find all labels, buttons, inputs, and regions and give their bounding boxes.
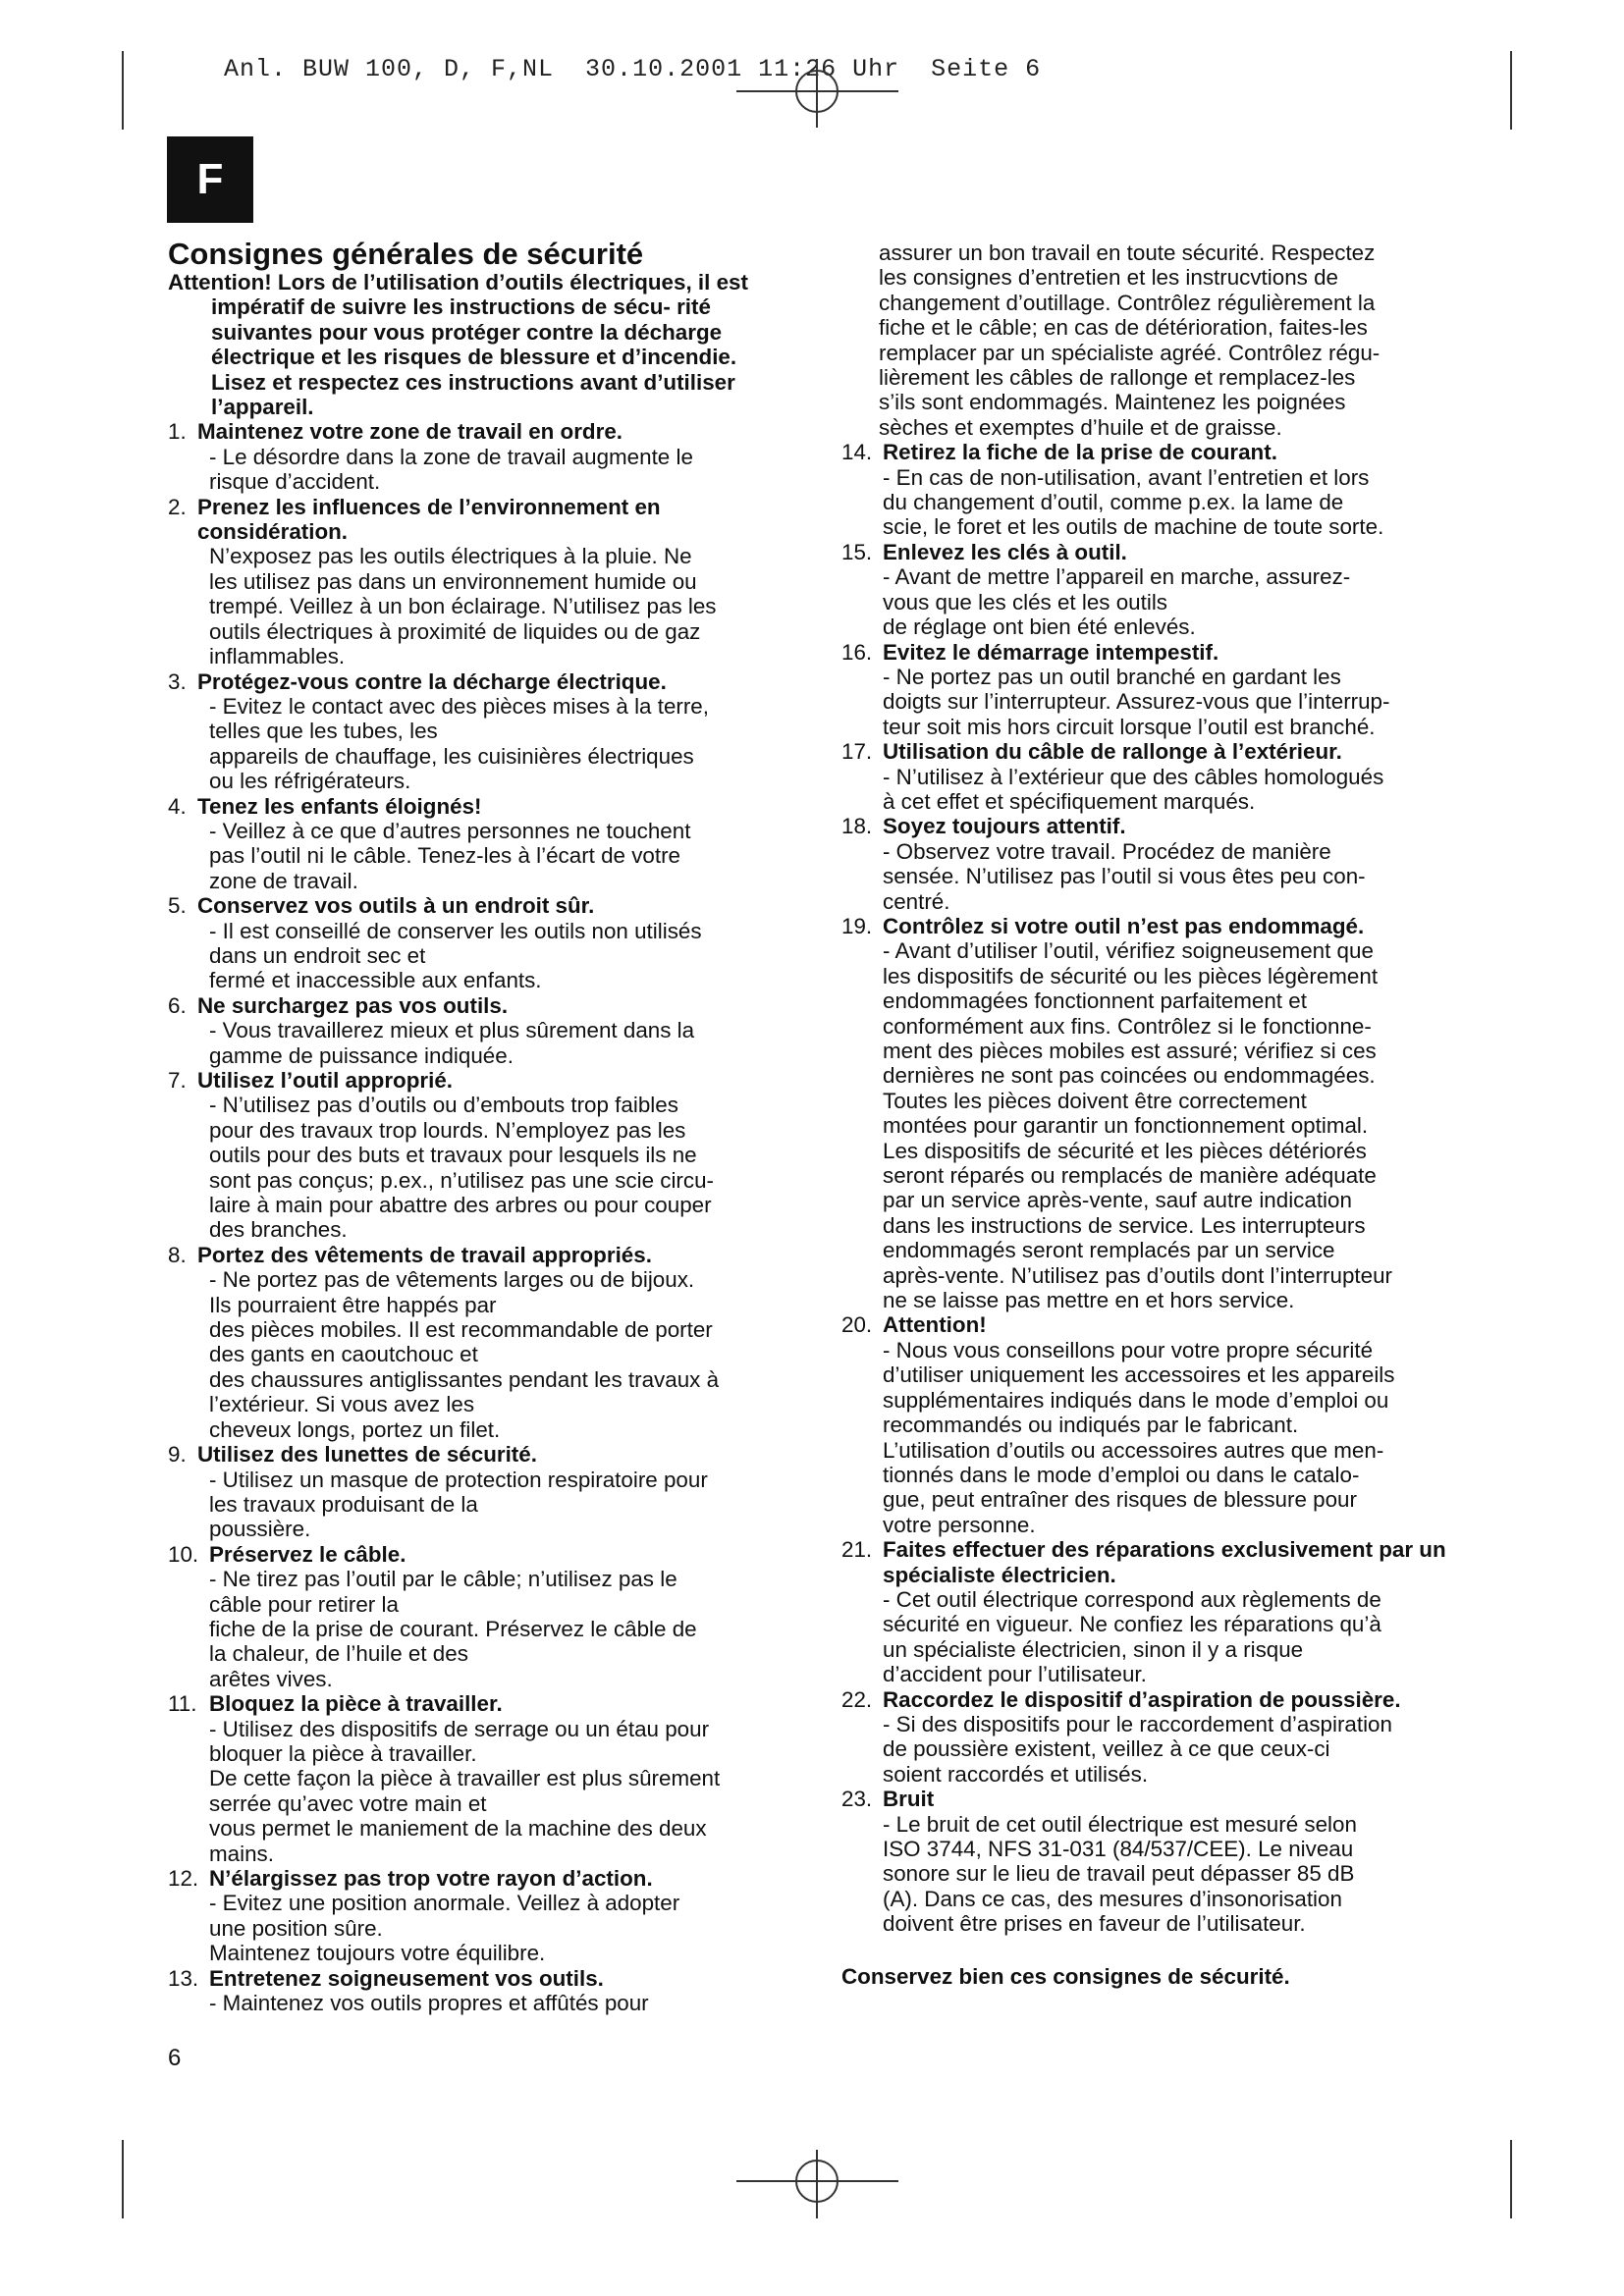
safety-item (168, 993, 796, 1068)
safety-item-heading (841, 814, 1470, 838)
right-column (841, 240, 1470, 1989)
safety-item (841, 440, 1470, 540)
safety-item-text: N’exposez pas les outils électriques à la pluie. Ne les utilisez pas dans un environnement humide ou trempé. Veillez à un bon éclairage. N’utilisez pas les outils électriques à proximité de liquides ou de gaz inflammables. (209, 544, 717, 669)
safety-item-text: - Utilisez un masque de protection respiratoire pour les travaux produisant de la poussière. (209, 1467, 708, 1542)
safety-item-heading (841, 739, 1470, 764)
safety-item (168, 1691, 796, 1866)
safety-item-text: - Si des dispositifs pour le raccordement d’aspiration de poussière existent, veillez à ce que ceux-ci soient raccordés et utilisés. (883, 1711, 1392, 1787)
safety-item-text: - Observez votre travail. Procédez de manière sensée. N’utilisez pas l’outil si vous êtes peu con- centré. (883, 838, 1366, 914)
safety-item-heading (168, 893, 796, 918)
safety-item-text: - Ne portez pas de vêtements larges ou de bijoux. Ils pourraient être happés par des pièces mobiles. Il est recommandable de porter des gants en caoutchouc et des chaussures antiglissantes pendant les travaux à l’extérieur. Si vous avez les cheveux longs, portez un filet. (209, 1267, 720, 1442)
safety-item-text: - Evitez le contact avec des pièces mises à la terre, telles que les tubes, les appareils de chauffage, les cuisinières électriques ou les réfrigérateurs. (209, 693, 709, 794)
left-items-list (168, 419, 796, 2015)
safety-item-number: 16. (841, 639, 873, 665)
safety-item-number: 12. (168, 1866, 199, 1891)
safety-item-number: 11. (168, 1691, 197, 1717)
safety-item-number: 20. (841, 1312, 873, 1338)
safety-item-title: Utilisation du câble de rallonge à l’extérieur. (883, 739, 1342, 765)
safety-item-heading (168, 993, 796, 1018)
safety-item (168, 1966, 796, 2016)
safety-item (841, 1787, 1470, 1936)
safety-item-heading (168, 1966, 796, 1991)
language-tab: F (167, 136, 253, 223)
safety-item (841, 640, 1470, 740)
intro-warning: Attention! Lors de l’utilisation d’outils électriques, il est impératif de suivre les instructions de sécu- rité suivantes pour vous protéger contre la décharge électrique et les risques de blessure et d’incendie. Lisez et respectez ces instructions avant d’utiliser l’appareil. (168, 270, 748, 420)
safety-item (841, 914, 1470, 1313)
safety-item-title: Soyez toujours attentif. (883, 814, 1126, 839)
safety-item-title: Maintenez votre zone de travail en ordre. (197, 419, 623, 445)
safety-item-heading (841, 1312, 1470, 1337)
safety-item-text: - Evitez une position anormale. Veillez à adopter une position sûre. Maintenez toujours votre équilibre. (209, 1891, 680, 1966)
safety-item-heading (168, 794, 796, 819)
safety-item-title: Evitez le démarrage intempestif. (883, 639, 1219, 665)
safety-item-number: 3. (168, 668, 187, 694)
safety-item (168, 893, 796, 993)
safety-item-heading (841, 1687, 1470, 1712)
safety-item (841, 814, 1470, 914)
safety-item-number: 9. (168, 1442, 187, 1468)
safety-item-heading (841, 914, 1470, 938)
crop-mark-top-right (1510, 51, 1512, 130)
registration-mark-top (736, 59, 898, 128)
safety-item (168, 419, 796, 494)
safety-item-text: - Le désordre dans la zone de travail augmente le risque d’accident. (209, 444, 693, 495)
safety-item-title: Contrôlez si votre outil n’est pas endommagé. (883, 913, 1365, 938)
safety-item-heading (168, 495, 796, 545)
safety-item (168, 794, 796, 894)
safety-item-title: Portez des vêtements de travail appropriés. (197, 1242, 652, 1267)
safety-item-title: Préservez le câble. (209, 1541, 406, 1567)
safety-item-title: Bruit (883, 1787, 935, 1812)
safety-item-title: Ne surchargez pas vos outils. (197, 992, 509, 1018)
safety-item-title: Utilisez l’outil approprié. (197, 1068, 454, 1093)
safety-item-number: 13. (168, 1965, 199, 1991)
safety-item-text: - Veillez à ce que d’autres personnes ne touchent pas l’outil ni le câble. Tenez-les à l’écart de votre zone de travail. (209, 818, 691, 893)
safety-item-text: - Nous vous conseillons pour votre propre sécurité d’utiliser uniquement les accessoires et les appareils supplémentaires indiqués dans le mode d’emploi ou recommandés ou indiqués par le fabricant. L’utilisation d’outils ou accessoires autres que men- tionnés dans le mode d’emploi ou dans le catalo- gue, peut entraîner des risques de blessure pour votre personne. (883, 1337, 1395, 1537)
safety-item-heading (841, 1787, 1470, 1811)
safety-item-title: Prenez les influences de l’environnement en considération. (197, 494, 661, 545)
safety-item-text: - Ne portez pas un outil branché en gardant les doigts sur l’interrupteur. Assurez-vous que l’interrup- teur soit mis hors circuit lorsque l’outil est branché. (883, 664, 1390, 739)
safety-item-number: 18. (841, 814, 873, 839)
safety-item (168, 1243, 796, 1442)
safety-item (841, 1537, 1470, 1686)
safety-item-number: 21. (841, 1537, 873, 1563)
crop-mark-top-left (122, 51, 124, 130)
safety-item-title: Enlevez les clés à outil. (883, 539, 1127, 564)
safety-item-title: Bloquez la pièce à travailler. (209, 1691, 503, 1717)
safety-item-number: 1. (168, 419, 187, 445)
crop-mark-bottom-left (122, 2140, 124, 2218)
right-items-list (841, 440, 1470, 1936)
safety-item-text: - Avant de mettre l’appareil en marche, assurez- vous que les clés et les outils de réglage ont bien été enlevés. (883, 564, 1351, 640)
safety-item-number: 8. (168, 1242, 187, 1267)
safety-item (168, 1866, 796, 1966)
registration-mark-bottom (736, 2150, 898, 2218)
safety-item-number: 19. (841, 913, 873, 938)
safety-item-heading (168, 419, 796, 444)
safety-item (168, 1442, 796, 1542)
closing-note: Conservez bien ces consignes de sécurité. (841, 1963, 1290, 1989)
item-13-continuation: assurer un bon travail en toute sécurité. Respectez les consignes d’entretien et les instrucvtions de changement d’outillage. Contrôlez régulièrement la fiche et le câble; en cas de détérioration, faites-les remplacer par un spécialiste agréé. Contrôlez régu- lièrement les câbles de rallonge et remplacez-les s’ils sont endommagés. Maintenez les poignées sèches et exemptes d’huile et de graisse. (879, 240, 1380, 440)
safety-item-text: - Il est conseillé de conserver les outils non utilisés dans un endroit sec et fermé et inaccessible aux enfants. (209, 918, 702, 993)
page-number: 6 (168, 2045, 182, 2071)
safety-item (168, 495, 796, 669)
safety-item-number: 6. (168, 992, 187, 1018)
safety-item-text: - Cet outil électrique correspond aux règlements de sécurité en vigueur. Ne confiez les réparations qu’à un spécialiste électricien, sinon il y a risque d’accident pour l’utilisateur. (883, 1586, 1381, 1687)
safety-item (841, 1687, 1470, 1788)
safety-item-heading (168, 1243, 796, 1267)
safety-item (841, 739, 1470, 814)
safety-item-number: 15. (841, 539, 873, 564)
safety-item-title: Entretenez soigneusement vos outils. (209, 1965, 604, 1991)
safety-item-heading (168, 1691, 796, 1716)
safety-item-text: - Utilisez des dispositifs de serrage ou un étau pour bloquer la pièce à travailler. De cette façon la pièce à travailler est plus sûrement serrée qu’avec votre main et vous permet le maniement de la machine des deux mains. (209, 1716, 721, 1866)
safety-item-number: 5. (168, 893, 187, 919)
safety-item-number: 10. (168, 1541, 199, 1567)
safety-item-text: - Ne tirez pas l’outil par le câble; n’utilisez pas le câble pour retirer la fiche de la prise de courant. Préservez le câble de la chaleur, de l’huile et des arêtes vives. (209, 1567, 697, 1691)
safety-item-heading (841, 540, 1470, 564)
print-header: Anl. BUW 100, D, F,NL 30.10.2001 11:26 Uhr Seite 6 (224, 55, 1042, 83)
page-title: Consignes générales de sécurité (168, 237, 644, 271)
safety-item-number: 23. (841, 1787, 873, 1812)
safety-item-number: 14. (841, 440, 873, 465)
safety-item-heading (841, 1537, 1470, 1587)
safety-item-heading (841, 440, 1470, 464)
safety-item-text: - Avant d’utiliser l’outil, vérifiez soigneusement que les dispositifs de sécurité ou les pièces légèrement endommagées fonctionnent parfaitement et conformément aux fins. Contrôlez si le fonctionne- ment des pièces mobiles est assuré; vérifiez si ces dernières ne sont pas coincées ou endommagées. Toutes les pièces doivent être correctement montées pour garantir un fonctionnement optimal. Les dispositifs de sécurité et les pièces détériorés seront réparés ou remplacés de manière adéquate par un service après-vente, sauf autre indication dans les instructions de service. Les interrupteurs endommagés seront remplacés par un service après-vente. N’utilisez pas d’outils dont l’interrupteur ne se laisse pas mettre en et hors service. (883, 938, 1392, 1313)
safety-item-heading (168, 1068, 796, 1093)
safety-item-number: 2. (168, 494, 187, 519)
safety-item-number: 4. (168, 793, 187, 819)
safety-item-title: Retirez la fiche de la prise de courant. (883, 440, 1277, 465)
safety-item (168, 1542, 796, 1691)
safety-item-text: - N’utilisez à l’extérieur que des câbles homologués à cet effet et spécifiquement marqués. (883, 764, 1384, 814)
safety-item-title: Tenez les enfants éloignés! (197, 793, 482, 819)
safety-item (168, 1068, 796, 1243)
safety-item-title: Attention! (883, 1312, 987, 1338)
safety-item-title: N’élargissez pas trop votre rayon d’action. (209, 1866, 653, 1891)
safety-item-number: 17. (841, 739, 873, 765)
safety-item (168, 669, 796, 794)
safety-item-text: - Vous travaillerez mieux et plus sûrement dans la gamme de puissance indiquée. (209, 1018, 695, 1068)
safety-item-heading (168, 1542, 796, 1567)
crop-mark-bottom-right (1510, 2140, 1512, 2218)
left-column (168, 239, 796, 2015)
safety-item-text: - N’utilisez pas d’outils ou d’embouts trop faibles pour des travaux trop lourds. N’employez pas les outils pour des buts et travaux pour lesquels ils ne sont pas conçus; p.ex., n’utilisez pas une scie circu- laire à main pour abattre des arbres ou pour couper des branches. (209, 1093, 714, 1243)
safety-item-heading (168, 669, 796, 694)
safety-item-title: Raccordez le dispositif d’aspiration de poussière. (883, 1686, 1401, 1712)
safety-item-number: 22. (841, 1686, 873, 1712)
safety-item-heading (841, 640, 1470, 665)
safety-item-title: Conservez vos outils à un endroit sûr. (197, 893, 595, 919)
safety-item-heading (168, 1866, 796, 1891)
safety-item-title: Protégez-vous contre la décharge électrique. (197, 668, 667, 694)
safety-item (841, 1312, 1470, 1537)
safety-item-title: Faites effectuer des réparations exclusivement par un spécialiste électricien. (883, 1537, 1446, 1587)
safety-item-number: 7. (168, 1068, 187, 1093)
safety-item-title: Utilisez des lunettes de sécurité. (197, 1442, 537, 1468)
safety-item-text: - En cas de non-utilisation, avant l’entretien et lors du changement d’outil, comme p.ex. la lame de scie, le foret et les outils de machine de toute sorte. (883, 464, 1384, 540)
safety-item-text: - Le bruit de cet outil électrique est mesuré selon ISO 3744, NFS 31-031 (84/537/CEE). Le niveau sonore sur le lieu de travail peut dépasser 85 dB (A). Dans ce cas, des mesures d’insonorisation doivent être prises en faveur de l’utilisateur. (883, 1811, 1357, 1937)
safety-item (841, 540, 1470, 640)
safety-item-heading (168, 1442, 796, 1467)
safety-item-text: - Maintenez vos outils propres et affûtés pour (209, 1991, 649, 2016)
